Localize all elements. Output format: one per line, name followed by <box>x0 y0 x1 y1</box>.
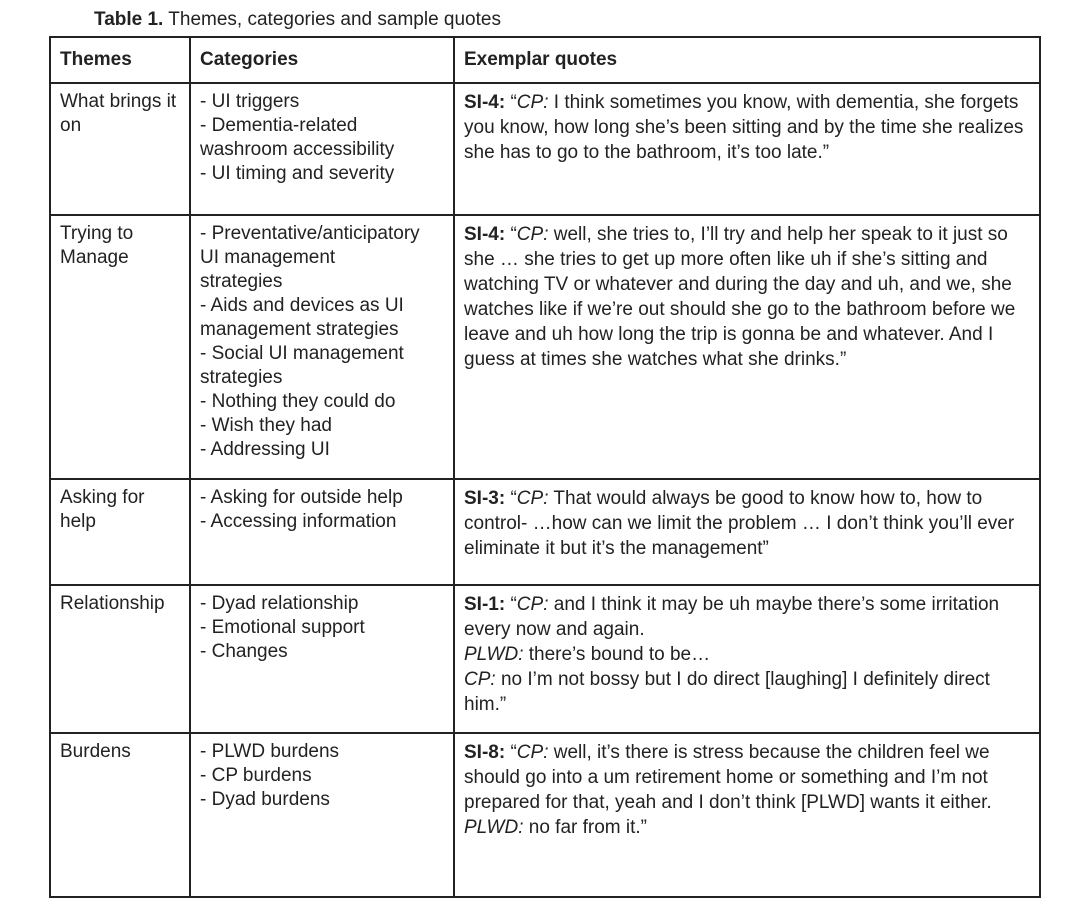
quote-speaker: CP: <box>516 224 549 245</box>
quote-line <box>464 642 1030 667</box>
quote-text: I think sometimes you know, with dementia, she forgets you know, how long she’s been sitting and by the time she realizes she has to go to the bathroom, it’s too late.” <box>464 92 1024 163</box>
table-row <box>50 479 1040 585</box>
quote-open-mark: “ <box>505 594 517 615</box>
quote-speaker: CP: <box>516 594 549 615</box>
themes-table <box>49 36 1041 898</box>
category-line: - Dementia-related <box>200 115 358 136</box>
table-row <box>50 585 1040 733</box>
quote-text: well, it’s there is stress because the children feel we should go into a um retirement home or something and I’m not prepared for that, yeah and I don’t think [PLWD] wants it either. <box>464 742 992 813</box>
quote-open-mark: “ <box>505 224 517 245</box>
quote-cell <box>454 83 1040 215</box>
quote-speaker: CP: <box>464 669 496 690</box>
quote-line <box>464 592 1030 642</box>
quote-source-label: SI-8: <box>464 742 506 763</box>
table-row <box>50 83 1040 215</box>
category-line: management strategies <box>200 319 399 340</box>
quote-speaker: CP: <box>516 92 549 113</box>
quote-text: and I think it may be uh maybe there’s some irritation every now and again. <box>464 594 1000 640</box>
quote-text: That would always be good to know how to, how to control- …how can we limit the problem … I don’t think you’ll ever eliminate it but it’s the management” <box>464 488 1015 559</box>
categories-cell <box>190 733 454 897</box>
category-line: - Social UI management <box>200 343 404 364</box>
quote-text: no far from it.” <box>523 817 647 838</box>
theme-cell: Relationship <box>50 585 190 733</box>
quote-line <box>464 222 1030 372</box>
category-line: - Nothing they could do <box>200 391 396 412</box>
header-themes: Themes <box>50 37 190 83</box>
table-caption-text: Themes, categories and sample quotes <box>163 9 501 30</box>
quote-text: no I’m not bossy but I do direct [laughing] I definitely direct him.” <box>464 669 990 715</box>
category-line: - PLWD burdens <box>200 741 340 762</box>
quote-source-label: SI-1: <box>464 594 506 615</box>
categories-cell <box>190 479 454 585</box>
category-line: - UI timing and severity <box>200 163 395 184</box>
category-line: - UI triggers <box>200 91 300 112</box>
categories-cell <box>190 585 454 733</box>
quote-open-mark: “ <box>505 488 517 509</box>
quote-speaker: CP: <box>516 488 549 509</box>
table-header-row <box>50 37 1040 83</box>
category-line: - Emotional support <box>200 617 365 638</box>
quote-cell <box>454 585 1040 733</box>
quote-source-label: SI-4: <box>464 224 506 245</box>
category-line: - Addressing UI <box>200 439 330 460</box>
quote-line <box>464 815 1030 840</box>
quote-line <box>464 667 1030 717</box>
category-line: strategies <box>200 367 283 388</box>
category-line: - Aids and devices as UI <box>200 295 404 316</box>
quote-line <box>464 90 1030 165</box>
theme-cell: Asking for help <box>50 479 190 585</box>
category-line: - Wish they had <box>200 415 332 436</box>
category-line: washroom accessibility <box>200 139 395 160</box>
quote-text: well, she tries to, I’ll try and help her speak to it just so she … she tries to get up more often like uh if she’s sitting and watching TV or whatever and during the day and uh, and we, she watches like if we’re out should she go to the bathroom before we leave and uh how long the trip is gonna be and whatever. And I guess at times she watches what she drinks.” <box>464 224 1016 370</box>
quote-cell <box>454 479 1040 585</box>
categories-cell <box>190 83 454 215</box>
theme-cell: Trying to Manage <box>50 215 190 479</box>
category-line: - Preventative/anticipatory <box>200 223 420 244</box>
category-line: - CP burdens <box>200 765 312 786</box>
quote-source-label: SI-3: <box>464 488 506 509</box>
category-line: strategies <box>200 271 283 292</box>
theme-cell: What brings it on <box>50 83 190 215</box>
table-caption <box>94 9 501 31</box>
quote-cell <box>454 215 1040 479</box>
quote-speaker: PLWD: <box>464 817 524 838</box>
table-caption-label: Table 1. <box>94 9 164 30</box>
quote-source-label: SI-4: <box>464 92 506 113</box>
category-line: - Changes <box>200 641 288 662</box>
theme-cell: Burdens <box>50 733 190 897</box>
header-exemplar-quotes: Exemplar quotes <box>454 37 1040 83</box>
quote-line <box>464 740 1030 815</box>
categories-cell <box>190 215 454 479</box>
quote-speaker: PLWD: <box>464 644 524 665</box>
header-categories: Categories <box>190 37 454 83</box>
category-line: - Accessing information <box>200 511 397 532</box>
table-row <box>50 733 1040 897</box>
category-line: - Dyad burdens <box>200 789 330 810</box>
quote-text: there’s bound to be… <box>523 644 711 665</box>
quote-open-mark: “ <box>505 92 517 113</box>
category-line: - Dyad relationship <box>200 593 359 614</box>
category-line: UI management <box>200 247 336 268</box>
category-line: - Asking for outside help <box>200 487 403 508</box>
quote-open-mark: “ <box>505 742 517 763</box>
table-row <box>50 215 1040 479</box>
quote-line <box>464 486 1030 561</box>
quote-speaker: CP: <box>516 742 549 763</box>
quote-cell <box>454 733 1040 897</box>
